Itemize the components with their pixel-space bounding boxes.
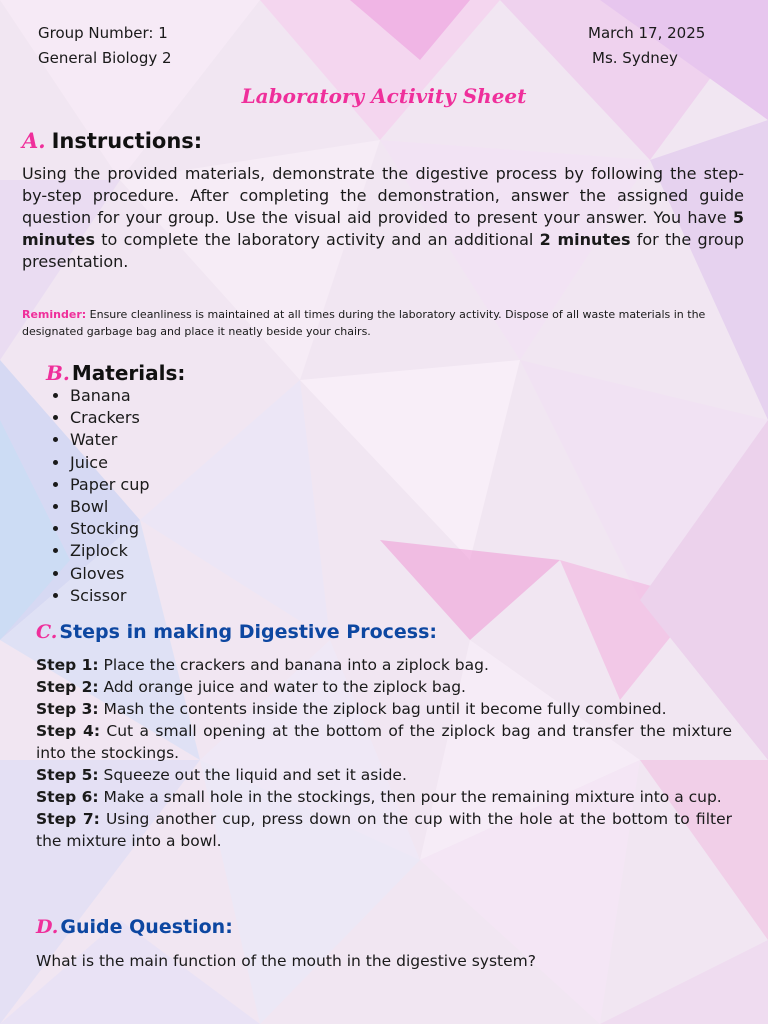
instructions-text-2: to complete the laboratory activity and an additional bbox=[94, 230, 540, 249]
section-d-letter: D. bbox=[36, 916, 59, 938]
section-a-title: Instructions: bbox=[51, 129, 203, 153]
step-text: Squeeze out the liquid and set it aside. bbox=[98, 766, 407, 784]
step-text: Add orange juice and water to the ziplock bag. bbox=[98, 678, 466, 696]
section-a-letter: A. bbox=[22, 128, 46, 153]
section-c-title: Steps in making Digestive Process: bbox=[59, 621, 438, 643]
date: March 17, 2025 bbox=[588, 24, 706, 42]
step-item bbox=[36, 698, 732, 720]
step-text: Make a small hole in the stockings, then pour the remaining mixture into a cup. bbox=[98, 788, 722, 806]
step-label: Step 1: bbox=[36, 656, 99, 674]
list-item: • Paper cup bbox=[70, 474, 150, 496]
step-item bbox=[36, 676, 732, 698]
step-item bbox=[36, 808, 732, 852]
instructions-time-presentation: 2 minutes bbox=[539, 230, 631, 249]
list-item: • Ziplock bbox=[70, 540, 150, 562]
section-d-title: Guide Question: bbox=[60, 916, 233, 938]
section-a-heading bbox=[22, 128, 202, 153]
step-label: Step 2: bbox=[36, 678, 99, 696]
guide-question: What is the main function of the mouth in the digestive system? bbox=[36, 952, 536, 970]
instructions-paragraph bbox=[22, 163, 744, 273]
section-b-letter: B. bbox=[46, 361, 70, 385]
reminder-label: Reminder: bbox=[22, 308, 87, 321]
subject: General Biology 2 bbox=[38, 49, 172, 67]
step-text: Mash the contents inside the ziplock bag until it become fully combined. bbox=[98, 700, 667, 718]
step-label: Step 3: bbox=[36, 700, 99, 718]
list-item: • Stocking bbox=[70, 518, 150, 540]
list-item: • Gloves bbox=[70, 563, 150, 585]
instructions-text-3: for the group presentation. bbox=[22, 230, 745, 271]
section-d-heading bbox=[36, 916, 233, 938]
list-item: • Crackers bbox=[70, 407, 150, 429]
steps-list bbox=[36, 654, 732, 852]
step-label: Step 5: bbox=[36, 766, 99, 784]
step-item bbox=[36, 764, 732, 786]
list-item: • Banana bbox=[70, 385, 150, 407]
step-text: Cut a small opening at the bottom of the ziplock bag and transfer the mixture into the stockings. bbox=[36, 722, 733, 762]
step-label: Step 6: bbox=[36, 788, 99, 806]
section-b-heading bbox=[46, 361, 185, 385]
reminder-note bbox=[22, 306, 746, 340]
materials-list bbox=[50, 385, 150, 607]
list-item: • Juice bbox=[70, 452, 150, 474]
reminder-text: Ensure cleanliness is maintained at all times during the laboratory activity. Dispose of all waste materials in the designated garbage bag and place it neatly beside your chairs. bbox=[22, 308, 706, 338]
list-item: • Water bbox=[70, 429, 150, 451]
instructions-text-1: Using the provided materials, demonstrate the digestive process by following the step-by-step procedure. After completing the demonstration, answer the assigned guide question for your group. Use the visual aid provided to present your answer. You have bbox=[22, 164, 744, 227]
step-item bbox=[36, 654, 732, 676]
instructions-time-activity: 5 minutes bbox=[22, 208, 744, 249]
section-c-heading bbox=[36, 621, 437, 643]
step-item bbox=[36, 720, 732, 764]
step-text: Place the crackers and banana into a ziplock bag. bbox=[98, 656, 489, 674]
list-item: • Bowl bbox=[70, 496, 150, 518]
list-item: • Scissor bbox=[70, 585, 150, 607]
step-item bbox=[36, 786, 732, 808]
section-c-letter: C. bbox=[36, 621, 58, 643]
page-title: Laboratory Activity Sheet bbox=[241, 84, 527, 108]
step-label: Step 4: bbox=[36, 722, 101, 740]
step-label: Step 7: bbox=[36, 810, 100, 828]
step-text: Using another cup, press down on the cup with the hole at the bottom to filter the mixture into a bowl. bbox=[36, 810, 732, 850]
group-number: Group Number: 1 bbox=[38, 24, 168, 42]
section-b-title: Materials: bbox=[71, 361, 186, 385]
teacher: Ms. Sydney bbox=[592, 49, 678, 67]
